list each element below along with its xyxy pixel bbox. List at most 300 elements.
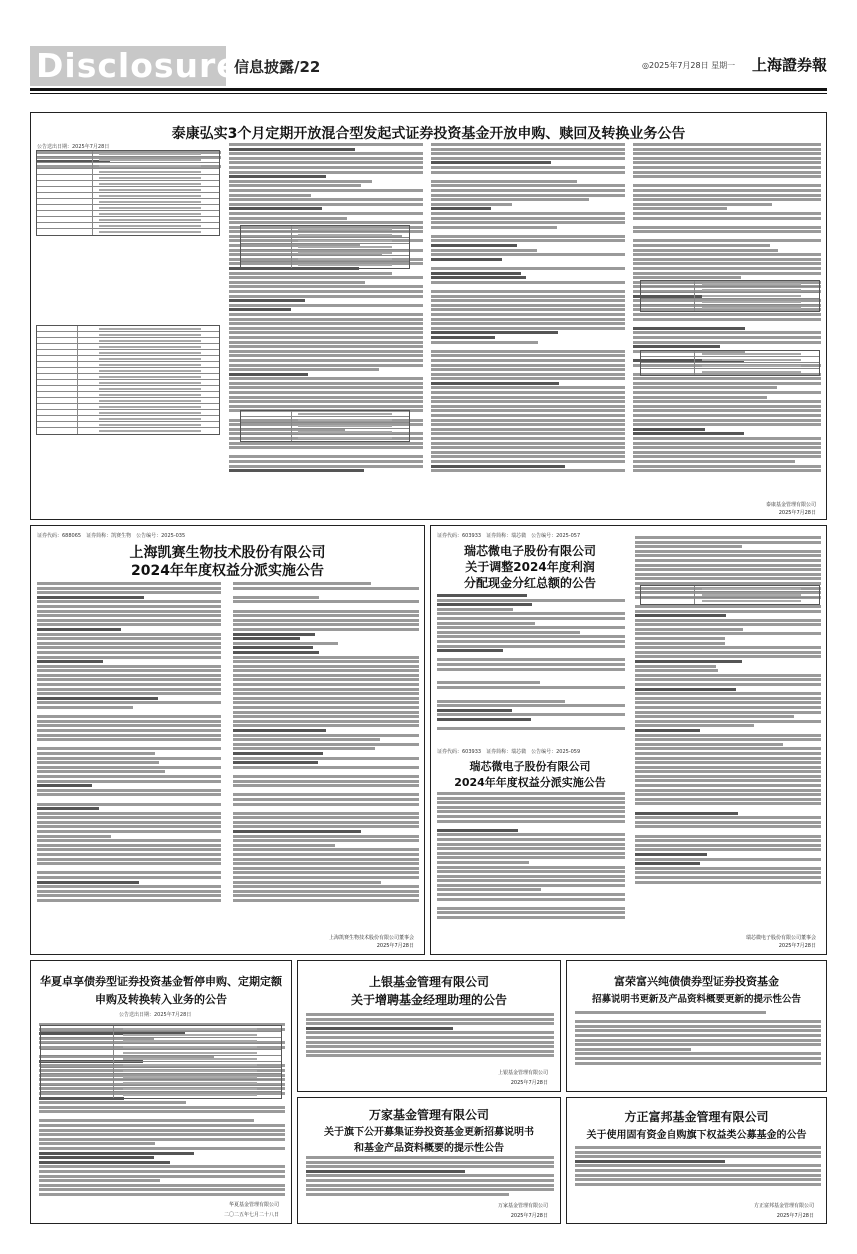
text-line bbox=[233, 844, 335, 847]
text-line bbox=[233, 678, 419, 681]
text-line bbox=[431, 249, 537, 252]
text-line bbox=[635, 623, 821, 626]
text-line bbox=[431, 285, 625, 288]
text-line bbox=[431, 331, 558, 334]
text-line bbox=[229, 405, 423, 408]
text-line bbox=[233, 582, 371, 585]
text-line bbox=[633, 226, 821, 229]
text-line bbox=[633, 345, 720, 348]
text-line bbox=[229, 217, 347, 220]
text-line bbox=[306, 1161, 554, 1164]
text-line bbox=[233, 734, 419, 737]
text-line bbox=[437, 824, 625, 827]
text-line bbox=[431, 373, 625, 376]
text-line bbox=[229, 386, 423, 389]
text-line bbox=[431, 157, 625, 160]
text-line bbox=[431, 244, 517, 247]
text-line bbox=[437, 884, 625, 887]
text-line bbox=[306, 1018, 554, 1021]
text-line bbox=[633, 212, 821, 215]
text-line bbox=[233, 881, 381, 884]
text-line bbox=[306, 1174, 554, 1177]
text-line bbox=[306, 1184, 554, 1187]
text-line bbox=[37, 720, 221, 723]
notice-title-line2: 关于调整2024年度利润 bbox=[465, 560, 595, 574]
text-line bbox=[306, 1193, 509, 1196]
text-line bbox=[635, 715, 794, 718]
text-line bbox=[635, 862, 700, 865]
text-line bbox=[233, 807, 419, 810]
text-line bbox=[233, 683, 419, 686]
text-line bbox=[37, 614, 221, 617]
text-line bbox=[37, 775, 221, 778]
text-line bbox=[635, 554, 821, 557]
text-line bbox=[437, 700, 565, 703]
text-line bbox=[633, 400, 821, 403]
text-line bbox=[431, 272, 521, 275]
text-line bbox=[635, 632, 821, 635]
text-line bbox=[229, 318, 423, 321]
text-line bbox=[431, 171, 625, 174]
text-line bbox=[575, 1160, 725, 1163]
text-line bbox=[306, 1027, 453, 1030]
text-line bbox=[431, 354, 625, 357]
text-line bbox=[37, 890, 221, 893]
text-line bbox=[233, 605, 419, 608]
text-line bbox=[229, 331, 423, 334]
text-line bbox=[229, 400, 423, 403]
text-line bbox=[37, 853, 221, 856]
text-line bbox=[431, 428, 625, 431]
text-line bbox=[306, 1050, 554, 1053]
text-line bbox=[431, 184, 625, 187]
text-line bbox=[437, 829, 518, 832]
text-line bbox=[437, 797, 625, 800]
text-line bbox=[233, 610, 419, 613]
text-line bbox=[437, 815, 625, 818]
text-line bbox=[633, 455, 821, 458]
text-line bbox=[229, 194, 311, 197]
text-line bbox=[437, 704, 625, 707]
text-line bbox=[229, 207, 322, 210]
text-line bbox=[37, 747, 221, 750]
text-line bbox=[39, 1124, 285, 1127]
text-line bbox=[431, 180, 577, 183]
text-line bbox=[431, 400, 625, 403]
text-line bbox=[431, 304, 625, 307]
text-line bbox=[233, 780, 419, 783]
text-line bbox=[229, 152, 423, 155]
notice-title-line2: 2024年年度权益分派实施公告 bbox=[131, 563, 324, 579]
text-line bbox=[306, 1054, 554, 1057]
text-line bbox=[229, 166, 423, 169]
text-line bbox=[229, 359, 423, 362]
text-line bbox=[431, 295, 625, 298]
section-label: 信息披露/22 bbox=[234, 58, 321, 76]
text-line bbox=[635, 665, 716, 668]
text-line bbox=[37, 816, 221, 819]
text-line bbox=[37, 862, 221, 865]
text-line bbox=[37, 780, 221, 783]
text-line bbox=[37, 789, 221, 792]
text-line bbox=[575, 1164, 821, 1167]
text-line bbox=[233, 738, 380, 741]
text-line bbox=[233, 816, 419, 819]
notice-title-line1: 上海凯赛生物技术股份有限公司 bbox=[129, 545, 326, 561]
text-line bbox=[633, 432, 744, 435]
text-line bbox=[431, 161, 551, 164]
text-line bbox=[229, 285, 423, 288]
table-row bbox=[37, 229, 219, 235]
huaxia-fund-table bbox=[40, 1025, 282, 1099]
text-line bbox=[37, 683, 221, 686]
text-line bbox=[635, 802, 821, 805]
notice-fuxing bbox=[566, 960, 827, 1092]
text-line bbox=[431, 313, 625, 316]
text-line bbox=[437, 599, 625, 602]
notice-header-code: 证券代码：688065 证券简称：凯赛生物 公告编号：2025-035 bbox=[37, 533, 186, 539]
text-line bbox=[233, 720, 419, 723]
text-line bbox=[437, 723, 625, 726]
text-line bbox=[633, 318, 821, 321]
text-line bbox=[229, 442, 423, 445]
text-line bbox=[37, 848, 221, 851]
notice-sign-date: 2025年7月28日 bbox=[376, 943, 414, 949]
text-line bbox=[39, 1193, 285, 1196]
notice-title-line1: 万家基金管理有限公司 bbox=[368, 1108, 489, 1122]
text-line bbox=[635, 881, 821, 884]
text-line bbox=[575, 1043, 821, 1046]
text-line bbox=[39, 1179, 160, 1182]
text-line bbox=[233, 830, 361, 833]
text-line bbox=[431, 345, 625, 348]
text-line bbox=[633, 253, 821, 256]
text-line bbox=[229, 304, 423, 307]
text-column bbox=[575, 1146, 821, 1187]
text-line bbox=[431, 414, 625, 417]
text-line bbox=[37, 858, 221, 861]
text-line bbox=[635, 642, 725, 645]
text-line bbox=[431, 336, 495, 339]
text-line bbox=[233, 770, 419, 773]
text-column bbox=[306, 1156, 554, 1197]
text-line bbox=[229, 345, 423, 348]
text-line bbox=[229, 446, 423, 449]
text-line bbox=[633, 235, 821, 238]
text-line bbox=[39, 1129, 285, 1132]
text-line bbox=[437, 838, 625, 841]
text-line bbox=[431, 276, 526, 279]
text-line bbox=[431, 235, 625, 238]
notice-sign-date: 2025年7月28日 bbox=[778, 510, 816, 516]
text-line bbox=[233, 623, 419, 626]
text-line bbox=[229, 157, 423, 160]
text-line bbox=[633, 414, 821, 417]
text-line bbox=[306, 1031, 554, 1034]
text-line bbox=[633, 276, 741, 279]
text-line bbox=[39, 1152, 194, 1155]
text-line bbox=[431, 152, 625, 155]
text-line bbox=[233, 862, 419, 865]
text-line bbox=[306, 1013, 554, 1016]
text-line bbox=[431, 148, 625, 151]
text-line bbox=[431, 377, 625, 380]
text-line bbox=[575, 1025, 821, 1028]
text-line bbox=[437, 820, 625, 823]
text-line bbox=[633, 166, 821, 169]
text-line bbox=[233, 724, 419, 727]
text-line bbox=[431, 446, 625, 449]
text-line bbox=[635, 779, 821, 782]
text-line bbox=[635, 743, 783, 746]
notice-title-line3: 和基金产品资料概要的提示性公告 bbox=[354, 1143, 504, 1154]
text-line bbox=[437, 612, 625, 615]
text-line bbox=[306, 1036, 554, 1039]
text-line bbox=[635, 724, 754, 727]
text-line bbox=[635, 568, 821, 571]
text-line bbox=[431, 194, 625, 197]
text-line bbox=[229, 276, 423, 279]
text-line bbox=[233, 747, 375, 750]
text-line bbox=[431, 239, 625, 242]
text-line bbox=[437, 695, 625, 698]
text-line bbox=[635, 747, 821, 750]
text-line bbox=[635, 559, 821, 562]
contact-table bbox=[640, 350, 820, 376]
text-line bbox=[233, 729, 326, 732]
text-line bbox=[233, 614, 419, 617]
notice-sign-date: 2025年7月28日 bbox=[778, 943, 816, 949]
text-line bbox=[37, 711, 221, 714]
text-line bbox=[39, 1188, 285, 1191]
text-line bbox=[39, 1110, 285, 1113]
text-line bbox=[633, 148, 821, 151]
text-line bbox=[306, 1165, 554, 1168]
text-line bbox=[37, 784, 92, 787]
text-line bbox=[431, 396, 625, 399]
text-line bbox=[635, 835, 821, 838]
text-line bbox=[431, 469, 625, 472]
text-line bbox=[633, 382, 821, 385]
notice-title-line1: 瑞芯微电子股份有限公司 bbox=[463, 544, 596, 558]
text-line bbox=[431, 322, 625, 325]
table-row bbox=[241, 435, 409, 441]
text-line bbox=[37, 596, 144, 599]
text-line bbox=[306, 1045, 554, 1048]
notice-date-line: 公告送出日期：2025年7月28日 bbox=[119, 1012, 192, 1018]
text-line bbox=[633, 267, 821, 270]
text-line bbox=[229, 460, 423, 463]
text-line bbox=[635, 683, 821, 686]
text-line bbox=[633, 331, 821, 334]
text-line bbox=[633, 184, 821, 187]
notice-shangyin bbox=[297, 960, 561, 1092]
text-line bbox=[635, 807, 821, 810]
text-line bbox=[437, 843, 625, 846]
text-line bbox=[37, 600, 221, 603]
text-line bbox=[633, 171, 821, 174]
notice-kaisai bbox=[30, 525, 425, 955]
text-line bbox=[431, 226, 557, 229]
text-line bbox=[37, 701, 221, 704]
text-line bbox=[229, 221, 423, 224]
text-line bbox=[39, 1147, 285, 1150]
notice-title-line3: 分配现金分红总额的公告 bbox=[463, 576, 596, 590]
text-line bbox=[233, 867, 419, 870]
notice-sign-date: 二〇二五年七月二十八日 bbox=[223, 1212, 279, 1218]
text-line bbox=[437, 690, 625, 693]
text-line bbox=[233, 784, 419, 787]
text-line bbox=[437, 681, 540, 684]
text-line bbox=[437, 907, 625, 910]
text-line bbox=[635, 734, 821, 737]
text-line bbox=[635, 867, 821, 870]
text-line bbox=[431, 364, 625, 367]
text-line bbox=[37, 835, 111, 838]
text-line bbox=[306, 1156, 554, 1159]
text-line bbox=[437, 875, 625, 878]
text-line bbox=[37, 633, 221, 636]
text-line bbox=[635, 697, 821, 700]
text-line bbox=[37, 697, 158, 700]
text-line bbox=[633, 428, 705, 431]
text-line bbox=[233, 587, 419, 590]
text-column-3 bbox=[431, 143, 625, 474]
text-line bbox=[229, 377, 423, 380]
text-line bbox=[37, 738, 221, 741]
text-line bbox=[37, 729, 221, 732]
text-line bbox=[437, 879, 625, 882]
text-line bbox=[233, 701, 419, 704]
text-line bbox=[437, 856, 625, 859]
text-line bbox=[635, 844, 821, 847]
sub-header-code: 证券代码：603933 证券简称：瑞芯微 公告编号：2025-059 bbox=[437, 749, 581, 755]
text-line bbox=[37, 637, 221, 640]
text-line bbox=[229, 364, 423, 367]
text-line bbox=[575, 1146, 821, 1149]
text-line bbox=[635, 757, 821, 760]
text-line bbox=[575, 1020, 821, 1023]
text-line bbox=[437, 663, 625, 666]
text-line bbox=[229, 281, 365, 284]
text-line bbox=[437, 603, 532, 606]
fee-table-1 bbox=[240, 225, 410, 269]
text-line bbox=[233, 757, 419, 760]
text-line bbox=[633, 198, 821, 201]
text-line bbox=[39, 1161, 170, 1164]
text-line bbox=[233, 835, 419, 838]
text-line bbox=[635, 660, 742, 663]
notice-wanjia bbox=[297, 1097, 561, 1224]
text-line bbox=[37, 660, 103, 663]
masthead-rule bbox=[30, 88, 827, 91]
text-line bbox=[431, 460, 625, 463]
text-line bbox=[37, 803, 221, 806]
text-line bbox=[437, 713, 625, 716]
text-line bbox=[229, 391, 423, 394]
text-line bbox=[37, 678, 221, 681]
text-line bbox=[635, 610, 821, 613]
text-line bbox=[37, 674, 221, 677]
text-line bbox=[233, 761, 318, 764]
text-line bbox=[635, 876, 821, 879]
text-line bbox=[37, 665, 221, 668]
table-row bbox=[641, 305, 819, 311]
text-line bbox=[575, 1155, 821, 1158]
text-line bbox=[633, 405, 821, 408]
notice-signature: 方正富邦基金管理有限公司 bbox=[753, 1203, 814, 1209]
sub-title-line1: 瑞芯微电子股份有限公司 bbox=[469, 760, 591, 773]
text-line bbox=[635, 830, 821, 833]
text-line bbox=[431, 419, 625, 422]
text-line bbox=[229, 290, 423, 293]
text-line bbox=[635, 536, 821, 539]
text-line bbox=[229, 189, 423, 192]
text-line bbox=[633, 239, 821, 242]
notice-sign-date: 2025年7月28日 bbox=[510, 1080, 548, 1086]
text-line bbox=[575, 1011, 766, 1014]
text-line bbox=[431, 207, 491, 210]
text-line bbox=[635, 655, 821, 658]
text-line bbox=[633, 189, 821, 192]
notice-signature: 瑞芯微电子股份有限公司董事会 bbox=[745, 935, 816, 941]
text-line bbox=[229, 451, 423, 454]
text-line bbox=[431, 267, 625, 270]
text-line bbox=[233, 600, 419, 603]
text-line bbox=[633, 272, 821, 275]
text-line bbox=[437, 608, 513, 611]
text-line bbox=[431, 451, 625, 454]
notice-signature: 上银基金管理有限公司 bbox=[497, 1070, 548, 1076]
text-line bbox=[431, 189, 625, 192]
agency-table bbox=[640, 280, 820, 312]
notice-title-line1: 富荣富兴纯债债券型证券投资基金 bbox=[614, 975, 779, 988]
text-line bbox=[229, 143, 423, 146]
text-column bbox=[306, 1013, 554, 1059]
text-line bbox=[306, 1188, 554, 1191]
text-line bbox=[633, 341, 821, 344]
text-line bbox=[635, 761, 821, 764]
text-line bbox=[431, 341, 538, 344]
text-line bbox=[437, 594, 527, 597]
text-line bbox=[575, 1034, 821, 1037]
text-line bbox=[635, 825, 821, 828]
text-line bbox=[431, 350, 625, 353]
text-line bbox=[575, 1029, 821, 1032]
text-line bbox=[37, 761, 159, 764]
text-line bbox=[431, 253, 625, 256]
text-line bbox=[39, 1170, 285, 1173]
text-line bbox=[635, 674, 821, 677]
text-line bbox=[37, 623, 221, 626]
text-column bbox=[575, 1011, 821, 1066]
text-line bbox=[431, 465, 565, 468]
text-line bbox=[431, 217, 625, 220]
text-line bbox=[229, 171, 423, 174]
text-line bbox=[633, 391, 821, 394]
text-line bbox=[37, 715, 221, 718]
text-line bbox=[306, 1041, 554, 1044]
notice-header-code: 证券代码：603933 证券简称：瑞芯微 公告编号：2025-057 bbox=[437, 533, 581, 539]
text-line bbox=[229, 373, 308, 376]
text-line bbox=[431, 455, 625, 458]
dividend-table bbox=[640, 585, 820, 605]
text-line bbox=[39, 1115, 285, 1118]
text-line bbox=[431, 175, 625, 178]
text-line bbox=[229, 354, 423, 357]
text-line bbox=[233, 646, 313, 649]
text-line bbox=[37, 899, 221, 902]
